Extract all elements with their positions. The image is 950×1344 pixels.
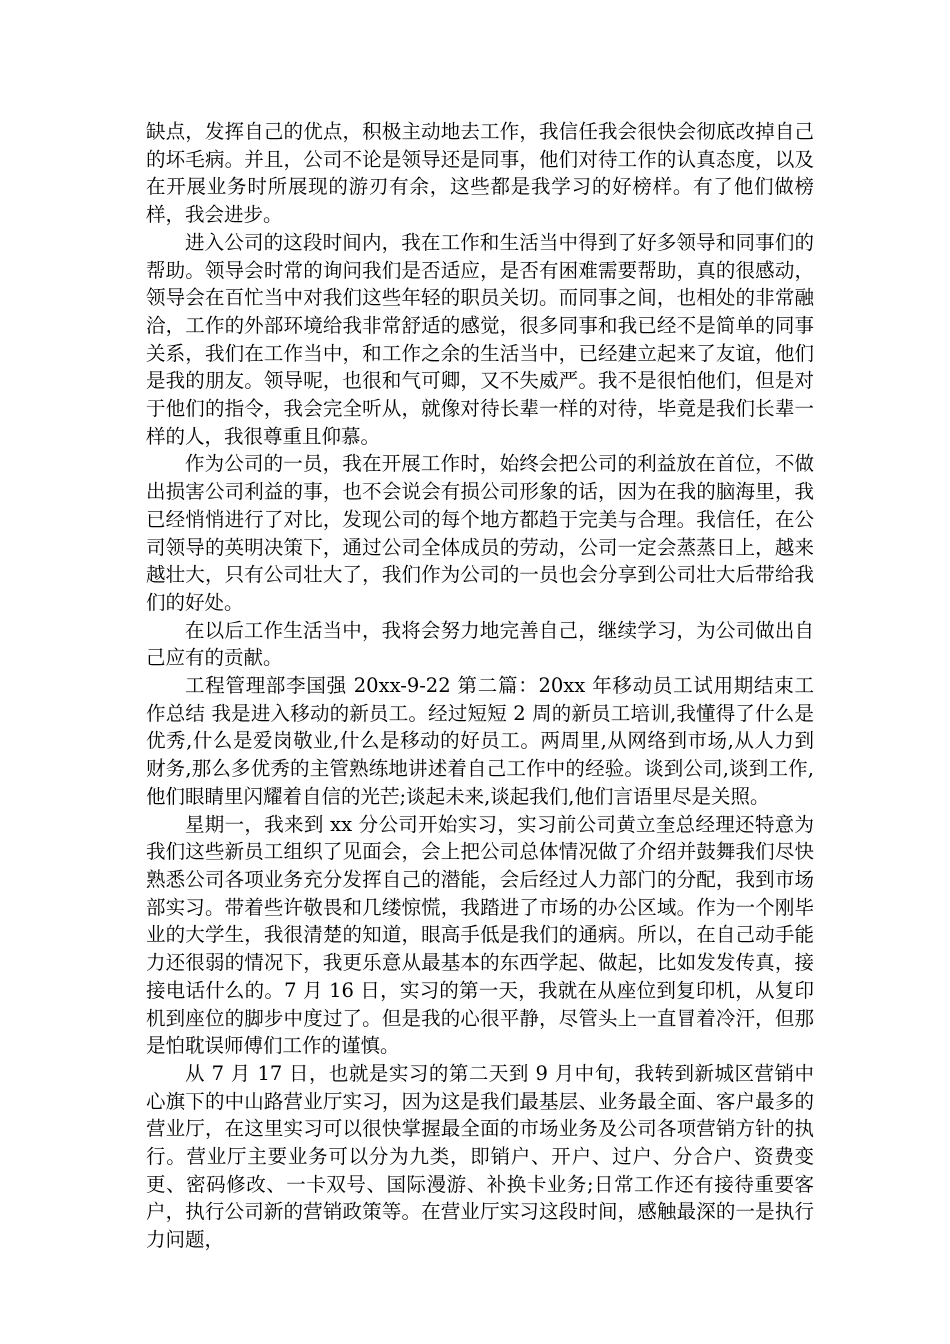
paragraph-2: 进入公司的这段时间内，我在工作和生活当中得到了好多领导和同事们的帮助。领导会时常的询问我们是否适应，是否有困难需要帮助，真的很感动，领导会在百忙当中对我们这些年轻的职员关切。而同事之间，也相处的非常融洽，工作的外部环境给我非常舒适的感觉，很多同事和我已经不是简单的同事关系，我们在工作当中，和工作之余的生活当中，已经建立起来了友谊，他们是我的朋友。领导呢，也很和气可卿，又不失威严。我不是很怕他们，但是对于他们的指令，我会完全听从，就像对待长辈一样的对待，毕竟是我们长辈一样的人，我很尊重且仰慕。 (146, 230, 814, 448)
paragraph-1: 缺点，发挥自己的优点，积极主动地去工作，我信任我会很快会彻底改掉自己的坏毛病。并且，公司不论是领导还是同事，他们对待工作的认真态度，以及在开展业务时所展现的游刃有余，这些都是我学习的好榜样。有了他们做榜样，我会进步。 (146, 120, 814, 227)
paragraph-3: 作为公司的一员，我在开展工作时，始终会把公司的利益放在首位，不做出损害公司利益的事，也不会说会有损公司形象的话，因为在我的脑海里，我已经悄悄进行了对比，发现公司的每个地方都趋于完美与合理。我信任，在公司领导的英明决策下，通过公司全体成员的劳动，公司一定会蒸蒸日上，越来越壮大，只有公司壮大了，我们作为公司的一员也会分享到公司壮大后带给我们的好处。 (146, 452, 814, 614)
paragraph-7: 从 7 月 17 日，也就是实习的第二天到 9 月中旬，我转到新城区营销中心旗下的中山路营业厅实习，因为这是我们最基层、业务最全面、客户最多的营业厅，在这里实习可以很快掌握最全面的市场业务及公司各项营销方针的执行。营业厅主要业务可以分为九类，即销户、开户、过户、分合户、资费变更、密码修改、一卡双号、国际漫游、补换卡业务;日常工作还有接待重要客户，执行公司新的营销政策等。在营业厅实习这段时间，感触最深的一是执行力问题， (146, 1061, 814, 1252)
paragraph-6: 星期一，我来到 xx 分公司开始实习，实习前公司黄立奎总经理还特意为我们这些新员工组织了见面会，会上把公司总体情况做了介绍并鼓舞我们尽快熟悉公司各项业务充分发挥自己的潜能，会后经过人力部门的分配，我到市场部实习。带着些许敬畏和几缕惊慌，我踏进了市场的办公区域。作为一个刚毕业的大学生，我很清楚的知道，眼高手低是我们的通病。所以，在自己动手能力还很弱的情况下，我更乐意从最基本的东西学起、做起，比如发发传真，接接电话什么的。7 月 16 日，实习的第一天，我就在从座位到复印机，从复印机到座位的脚步中度过了。但是我的心很平静，尽管头上一直冒着冷汗，但那是怕耽误师傅们工作的谨慎。 (146, 812, 814, 1058)
document-body (146, 118, 814, 1254)
paragraph-4: 在以后工作生活当中，我将会努力地完善自己，继续学习，为公司做出自己应有的贡献。 (146, 618, 814, 670)
paragraph-5: 工程管理部李国强 20xx-9-22 第二篇：20xx 年移动员工试用期结束工作总结 我是进入移动的新员工。经过短短 2 周的新员工培训,我懂得了什么是优秀,什么是爱岗敬业,什么是移动的好员工。两周里,从网络到市场,从人力到财务,那么多优秀的主管熟练地讲述着自己工作中的经验。谈到公司,谈到工作,他们眼睛里闪耀着自信的光芒;谈起未来,谈起我们,他们言语里尽是关照。 (146, 674, 814, 808)
